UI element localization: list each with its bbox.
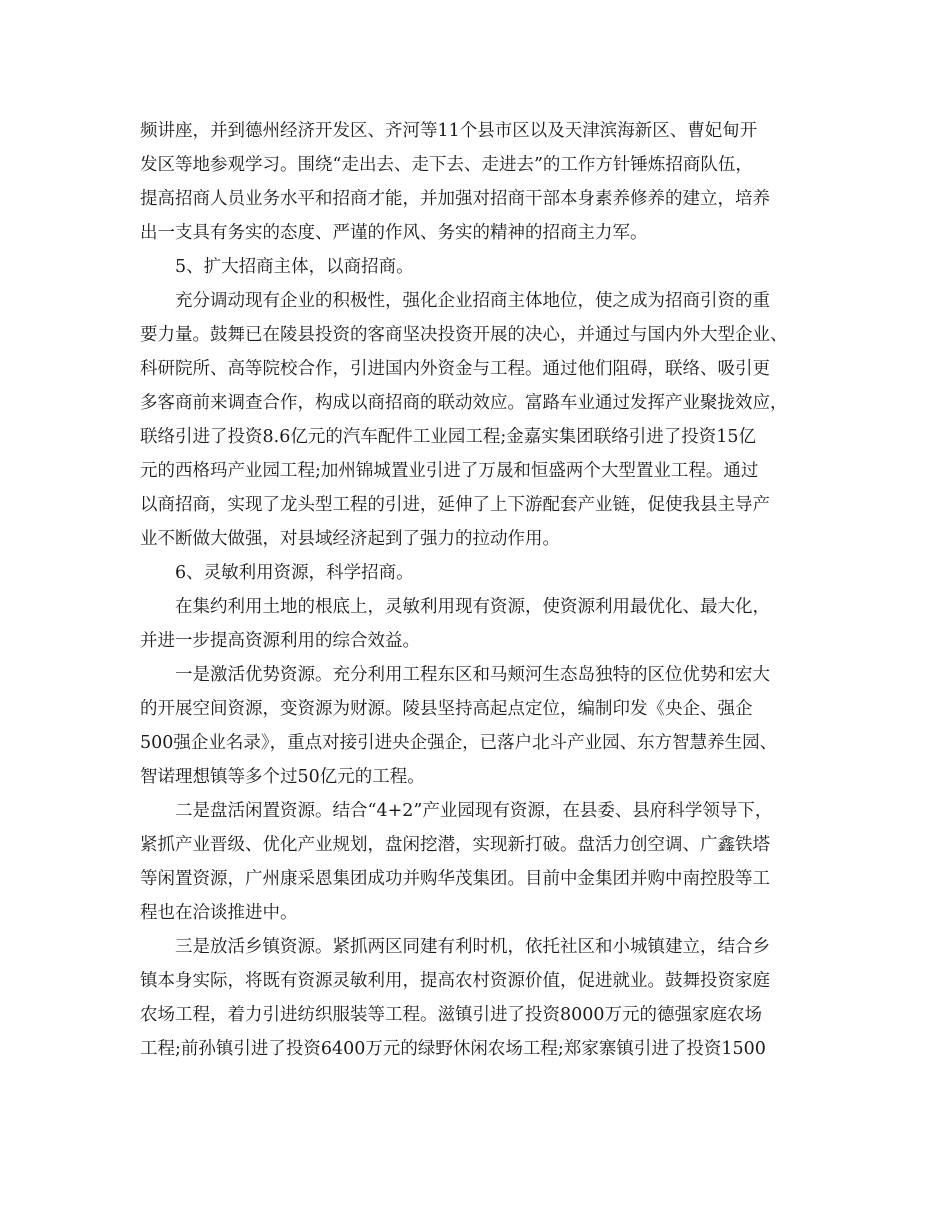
text-line: 出一支具有务实的态度、严谨的作风、务实的精神的招商主力军。 <box>140 223 648 243</box>
text-line: 二是盘活闲置资源。结合“4+2”产业园现有资源，在县委、县府科学领导下， <box>175 801 773 821</box>
text-line: 元的西格玛产业园工程;加州锦城置业引进了万晟和恒盛两个大型置业工程。通过 <box>140 461 759 481</box>
text-line: 6、灵敏利用资源，科学招商。 <box>175 563 414 583</box>
text-line: 并进一步提高资源利用的综合效益。 <box>140 631 420 651</box>
document-body <box>140 114 820 1066</box>
text-line: 充分调动现有企业的积极性，强化企业招商主体地位，使之成为招商引资的重 <box>175 291 770 311</box>
text-line: 智诺理想镇等多个过50亿元的工程。 <box>140 767 425 787</box>
text-line: 频讲座，并到德州经济开发区、齐河等11个县市区以及天津滨海新区、曹妃甸开 <box>140 121 758 141</box>
text-line: 在集约利用土地的根底上，灵敏利用现有资源，使资源利用最优化、最大化， <box>175 597 770 617</box>
text-line: 一是激活优势资源。充分利用工程东区和马颊河生态岛独特的区位优势和宏大 <box>175 665 770 685</box>
text-line: 三是放活乡镇资源。紧抓两区同建有利时机，依托社区和小城镇建立，结合乡 <box>175 937 770 957</box>
text-line: 镇本身实际，将既有资源灵敏利用，提高农村资源价值，促进就业。鼓舞投资家庭 <box>140 971 770 991</box>
text-line: 提高招商人员业务水平和招商才能，并加强对招商干部本身素养修养的建立，培养 <box>140 189 770 209</box>
text-line: 紧抓产业晋级、优化产业规划，盘闲挖潜，实现新打破。盘活力创空调、广鑫铁塔 <box>140 835 770 855</box>
text-line: 工程;前孙镇引进了投资6400万元的绿野休闲农场工程;郑家寨镇引进了投资1500 <box>140 1039 766 1059</box>
text-line: 的开展空间资源，变资源为财源。陵县坚持高起点定位，编制印发《央企、强企 <box>140 699 753 719</box>
text-line: 以商招商，实现了龙头型工程的引进，延伸了上下游配套产业链，促使我县主导产 <box>140 495 770 515</box>
text-line: 农场工程，着力引进纺织服装等工程。滋镇引进了投资8000万元的德强家庭农场 <box>140 1005 763 1025</box>
text-line: 要力量。鼓舞已在陵县投资的客商坚决投资开展的决心，并通过与国内外大型企业、 <box>140 325 788 345</box>
text-line: 等闲置资源，广州康采恩集团成功并购华茂集团。目前中金集团并购中南控股等工 <box>140 869 770 889</box>
text-line: 500强企业名录》，重点对接引进央企强企，已落户北斗产业园、东方智慧养生园、 <box>140 733 778 753</box>
text-line: 科研院所、高等院校合作，引进国内外资金与工程。通过他们阻碍，联络、吸引更 <box>140 359 770 379</box>
text-line: 发区等地参观学习。围绕“走出去、走下去、走进去”的工作方针锤炼招商队伍， <box>140 155 753 175</box>
text-line: 5、扩大招商主体，以商招商。 <box>175 257 414 277</box>
text-line: 联络引进了投资8.6亿元的汽车配件工业园工程;金嘉实集团联络引进了投资15亿 <box>140 427 756 447</box>
text-line: 业不断做大做强，对县域经济起到了强力的拉动作用。 <box>140 529 560 549</box>
text-line: 程也在洽谈推进中。 <box>140 903 298 923</box>
text-line: 多客商前来调查合作，构成以商招商的联动效应。富路车业通过发挥产业聚拢效应， <box>140 393 788 413</box>
